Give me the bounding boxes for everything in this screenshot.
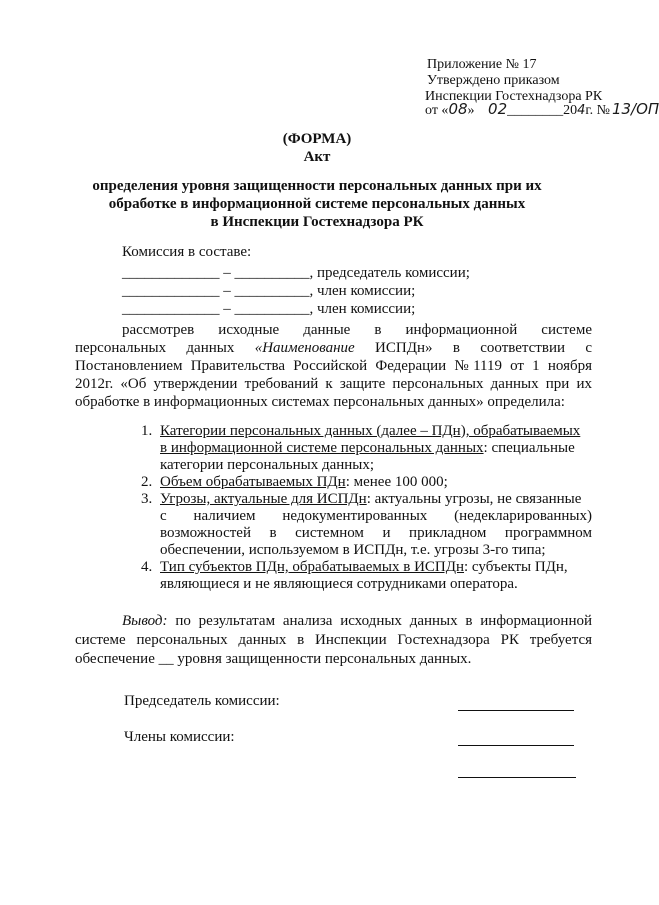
list-item4-number: 4. [141,559,153,575]
form-label: (ФОРМА) [282,131,352,147]
list-item4-line1 [160,558,568,576]
signature-members-label: Члены комиссии: [124,729,235,745]
signature-chairman-label: Председатель комиссии: [124,693,280,709]
subtitle-line3: в Инспекции Гостехнадзора РК [210,214,424,230]
list-item1-line2-rest: : специальные [483,440,575,456]
para1-line4: 2012г. «Об утверждении требований к защите персональных данных при их [75,376,592,392]
signature-member-line-1 [458,745,574,746]
header-date-line [425,100,659,120]
header-approved: Утверждено приказом [427,73,560,88]
list-item3-number: 3. [141,491,153,507]
list-item2-line [160,473,448,491]
signature-chairman-line [458,710,574,711]
header-appendix: Приложение № 17 [427,57,537,72]
list-item4-line2: являющиеся и не являющиеся сотрудниками оператора. [160,576,518,592]
commission-intro: Комиссия в составе: [122,244,252,260]
list-item3-line1 [160,490,581,508]
subtitle-line1: определения уровня защищенности персональных данных при их [92,178,542,194]
commission-row-chairman: _____________ – __________, председатель комиссии; [122,265,470,281]
date-after-year: г. № [585,103,610,118]
date-year-handwritten: 4 [577,103,586,118]
list-item1-line1: Категории персональных данных (далее – ПДн), обрабатываемых [160,423,581,439]
date-day-handwritten: 08 [448,100,468,118]
list-item4-rest: : субъекты ПДн, [464,559,568,575]
conclusion-line2: системе персональных данных в Инспекции Гостехнадзора РК требуется [75,632,592,648]
para1-line2-italic: «Наименование [254,340,355,356]
act-title: Акт [303,149,331,165]
commission-row-member-1: _____________ – __________, член комиссии; [122,283,416,299]
date-month-handwritten: 02 [488,100,508,118]
list-item3-underlined: Угрозы, актуальные для ИСПДн [160,491,367,507]
header-inspection: Инспекции Гостехнадзора РК [425,89,603,104]
signature-member-line-2 [458,777,576,778]
list-item1-line2 [160,439,575,457]
para1-line3: Постановлением Правительства Российской Федерации №1119 от 1 ноября [75,358,592,374]
list-item2-rest: : менее 100 000; [345,474,448,490]
conclusion-line1 [122,612,592,630]
list-item1-number: 1. [141,423,153,439]
date-number-handwritten: 13/ОП [611,100,659,118]
conclusion-line1-rest: по результатам анализа исходных данных в информационной [167,613,592,629]
conclusion-label: Вывод: [122,613,168,629]
list-item1-line2-underlined: в информационной системе персональных данных [160,440,484,456]
list-item2-underlined: Объем обрабатываемых ПДн [160,474,346,490]
para1-line1: рассмотрев исходные данные в информационной системе [122,322,592,338]
date-mid: » [467,103,479,118]
para1-line2 [75,339,592,357]
date-prefix: от « [425,103,449,118]
list-item3-rest: : актуальны угрозы, не связанные [366,491,582,507]
list-item1-line3: категории персональных данных; [160,457,375,473]
date-year-prefix: 20 [563,103,578,118]
list-item2-number: 2. [141,474,153,490]
list-item3-line4: обеспечении, используемом в ИСПДн, т.е. угрозы 3-го типа; [160,542,546,558]
para1-line2-a: персональных данных [75,340,255,356]
commission-row-member-2: _____________ – __________, член комиссии; [122,301,416,317]
para1-line5: обработке в информационных системах персональных данных» определила: [75,394,565,410]
subtitle-line2: обработке в информационной системе персональных данных [108,196,526,212]
list-item3-line2: с наличием недокументированных (недекларированных) [160,508,592,524]
date-blank: ________ [507,103,564,118]
list-item3-line3: возможностей в системном и прикладном программном [160,525,592,541]
conclusion-line3: обеспечение __ уровня защищенности персональных данных. [75,651,472,667]
para1-line2-b: ИСПДн» в соответствии с [354,340,592,356]
list-item4-underlined: Тип субъектов ПДн, обрабатываемых в ИСПДн [160,559,465,575]
